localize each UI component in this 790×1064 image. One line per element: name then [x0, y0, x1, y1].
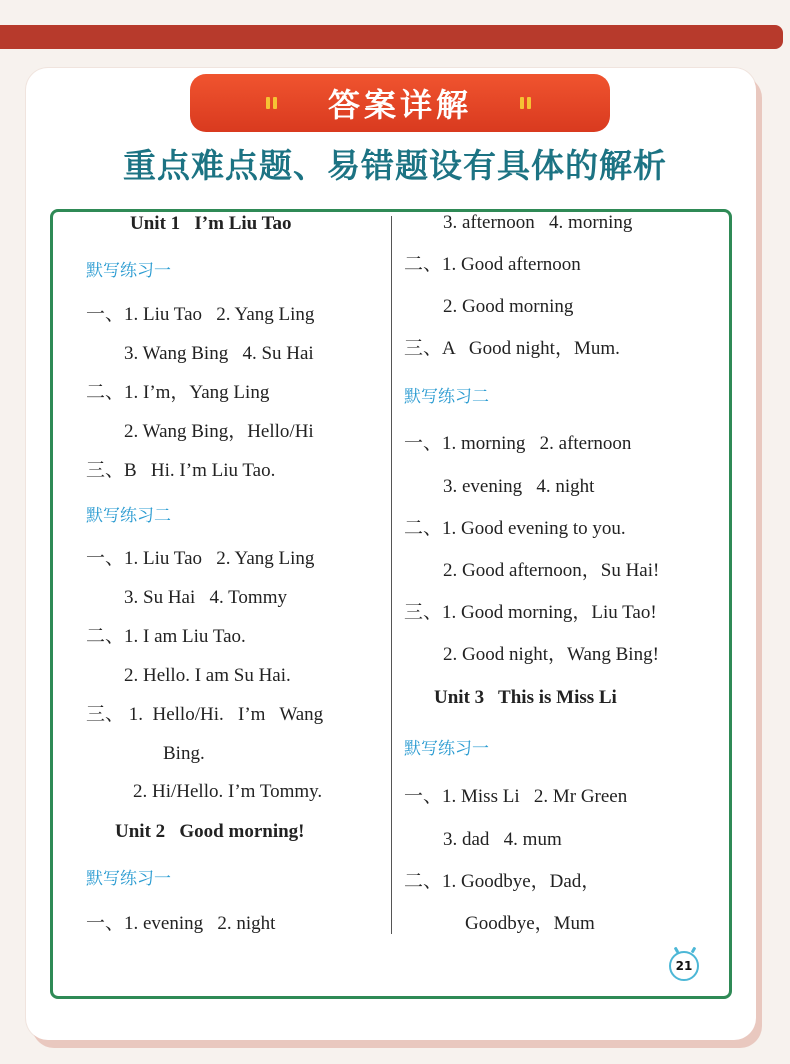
answer-line: Bing. — [163, 743, 205, 764]
answer-line: 二、1. Goodbye，Dad， — [404, 871, 601, 892]
answer-line: 2. Wang Bing，Hello/Hi — [124, 421, 314, 442]
answer-line: 一、1. morning 2. afternoon — [404, 433, 632, 454]
page-number-badge — [667, 949, 703, 983]
unit-heading: Unit 1 I’m Liu Tao — [130, 213, 292, 234]
answer-line: 2. Good afternoon，Su Hai! — [443, 560, 660, 581]
answer-line: 二、1. Good afternoon — [404, 254, 581, 275]
answer-line: 二、1. Good evening to you. — [404, 518, 626, 539]
page-number: 21 — [669, 951, 699, 981]
answer-line: 一、1. Miss Li 2. Mr Green — [404, 786, 628, 807]
answer-line: 二、1. I’m，Yang Ling — [86, 382, 270, 403]
answer-line: 2. Good night，Wang Bing! — [443, 644, 659, 665]
unit-heading: Unit 3 This is Miss Li — [434, 687, 617, 708]
answer-line: 3. dad 4. mum — [443, 829, 562, 850]
answer-line: 3. evening 4. night — [443, 476, 595, 497]
section-heading: 默写练习一 — [86, 261, 171, 281]
answer-line: 一、1. Liu Tao 2. Yang Ling — [86, 548, 315, 569]
answer-line: 三、1. Good morning，Liu Tao! — [404, 602, 657, 623]
quote-mark-icon — [520, 96, 534, 110]
section-heading: 默写练习二 — [86, 506, 171, 526]
unit-heading: Unit 2 Good morning! — [115, 821, 305, 842]
top-decorative-bar — [0, 25, 783, 49]
quote-mark-icon — [266, 96, 280, 110]
section-heading: 默写练习一 — [404, 739, 489, 759]
answer-line: 二、1. I am Liu Tao. — [86, 626, 246, 647]
answer-line: 三、 1. Hello/Hi. I’m Wang — [86, 704, 324, 725]
section-heading: 默写练习二 — [404, 387, 489, 407]
answer-line: 3. afternoon 4. morning — [443, 212, 633, 233]
answer-line: 2. Good morning — [443, 296, 574, 317]
answer-line: 三、A Good night，Mum. — [404, 338, 620, 359]
answer-line: 3. Su Hai 4. Tommy — [124, 587, 287, 608]
page-subtitle: 重点难点题、易错题设有具体的解析 — [123, 146, 667, 185]
answer-line: 一、1. Liu Tao 2. Yang Ling — [86, 304, 315, 325]
answer-line: 三、B Hi. I’m Liu Tao. — [86, 460, 276, 481]
banner-title: 答案详解 — [327, 86, 472, 124]
section-heading: 默写练习一 — [86, 869, 171, 889]
answer-line: 2. Hello. I am Su Hai. — [124, 665, 291, 686]
column-divider — [391, 216, 392, 934]
answer-line: Goodbye，Mum — [465, 913, 595, 934]
answer-line: 2. Hi/Hello. I’m Tommy. — [133, 781, 323, 802]
answer-line: 一、1. evening 2. night — [86, 913, 276, 934]
answer-banner — [190, 74, 610, 132]
answer-line: 3. Wang Bing 4. Su Hai — [124, 343, 314, 364]
